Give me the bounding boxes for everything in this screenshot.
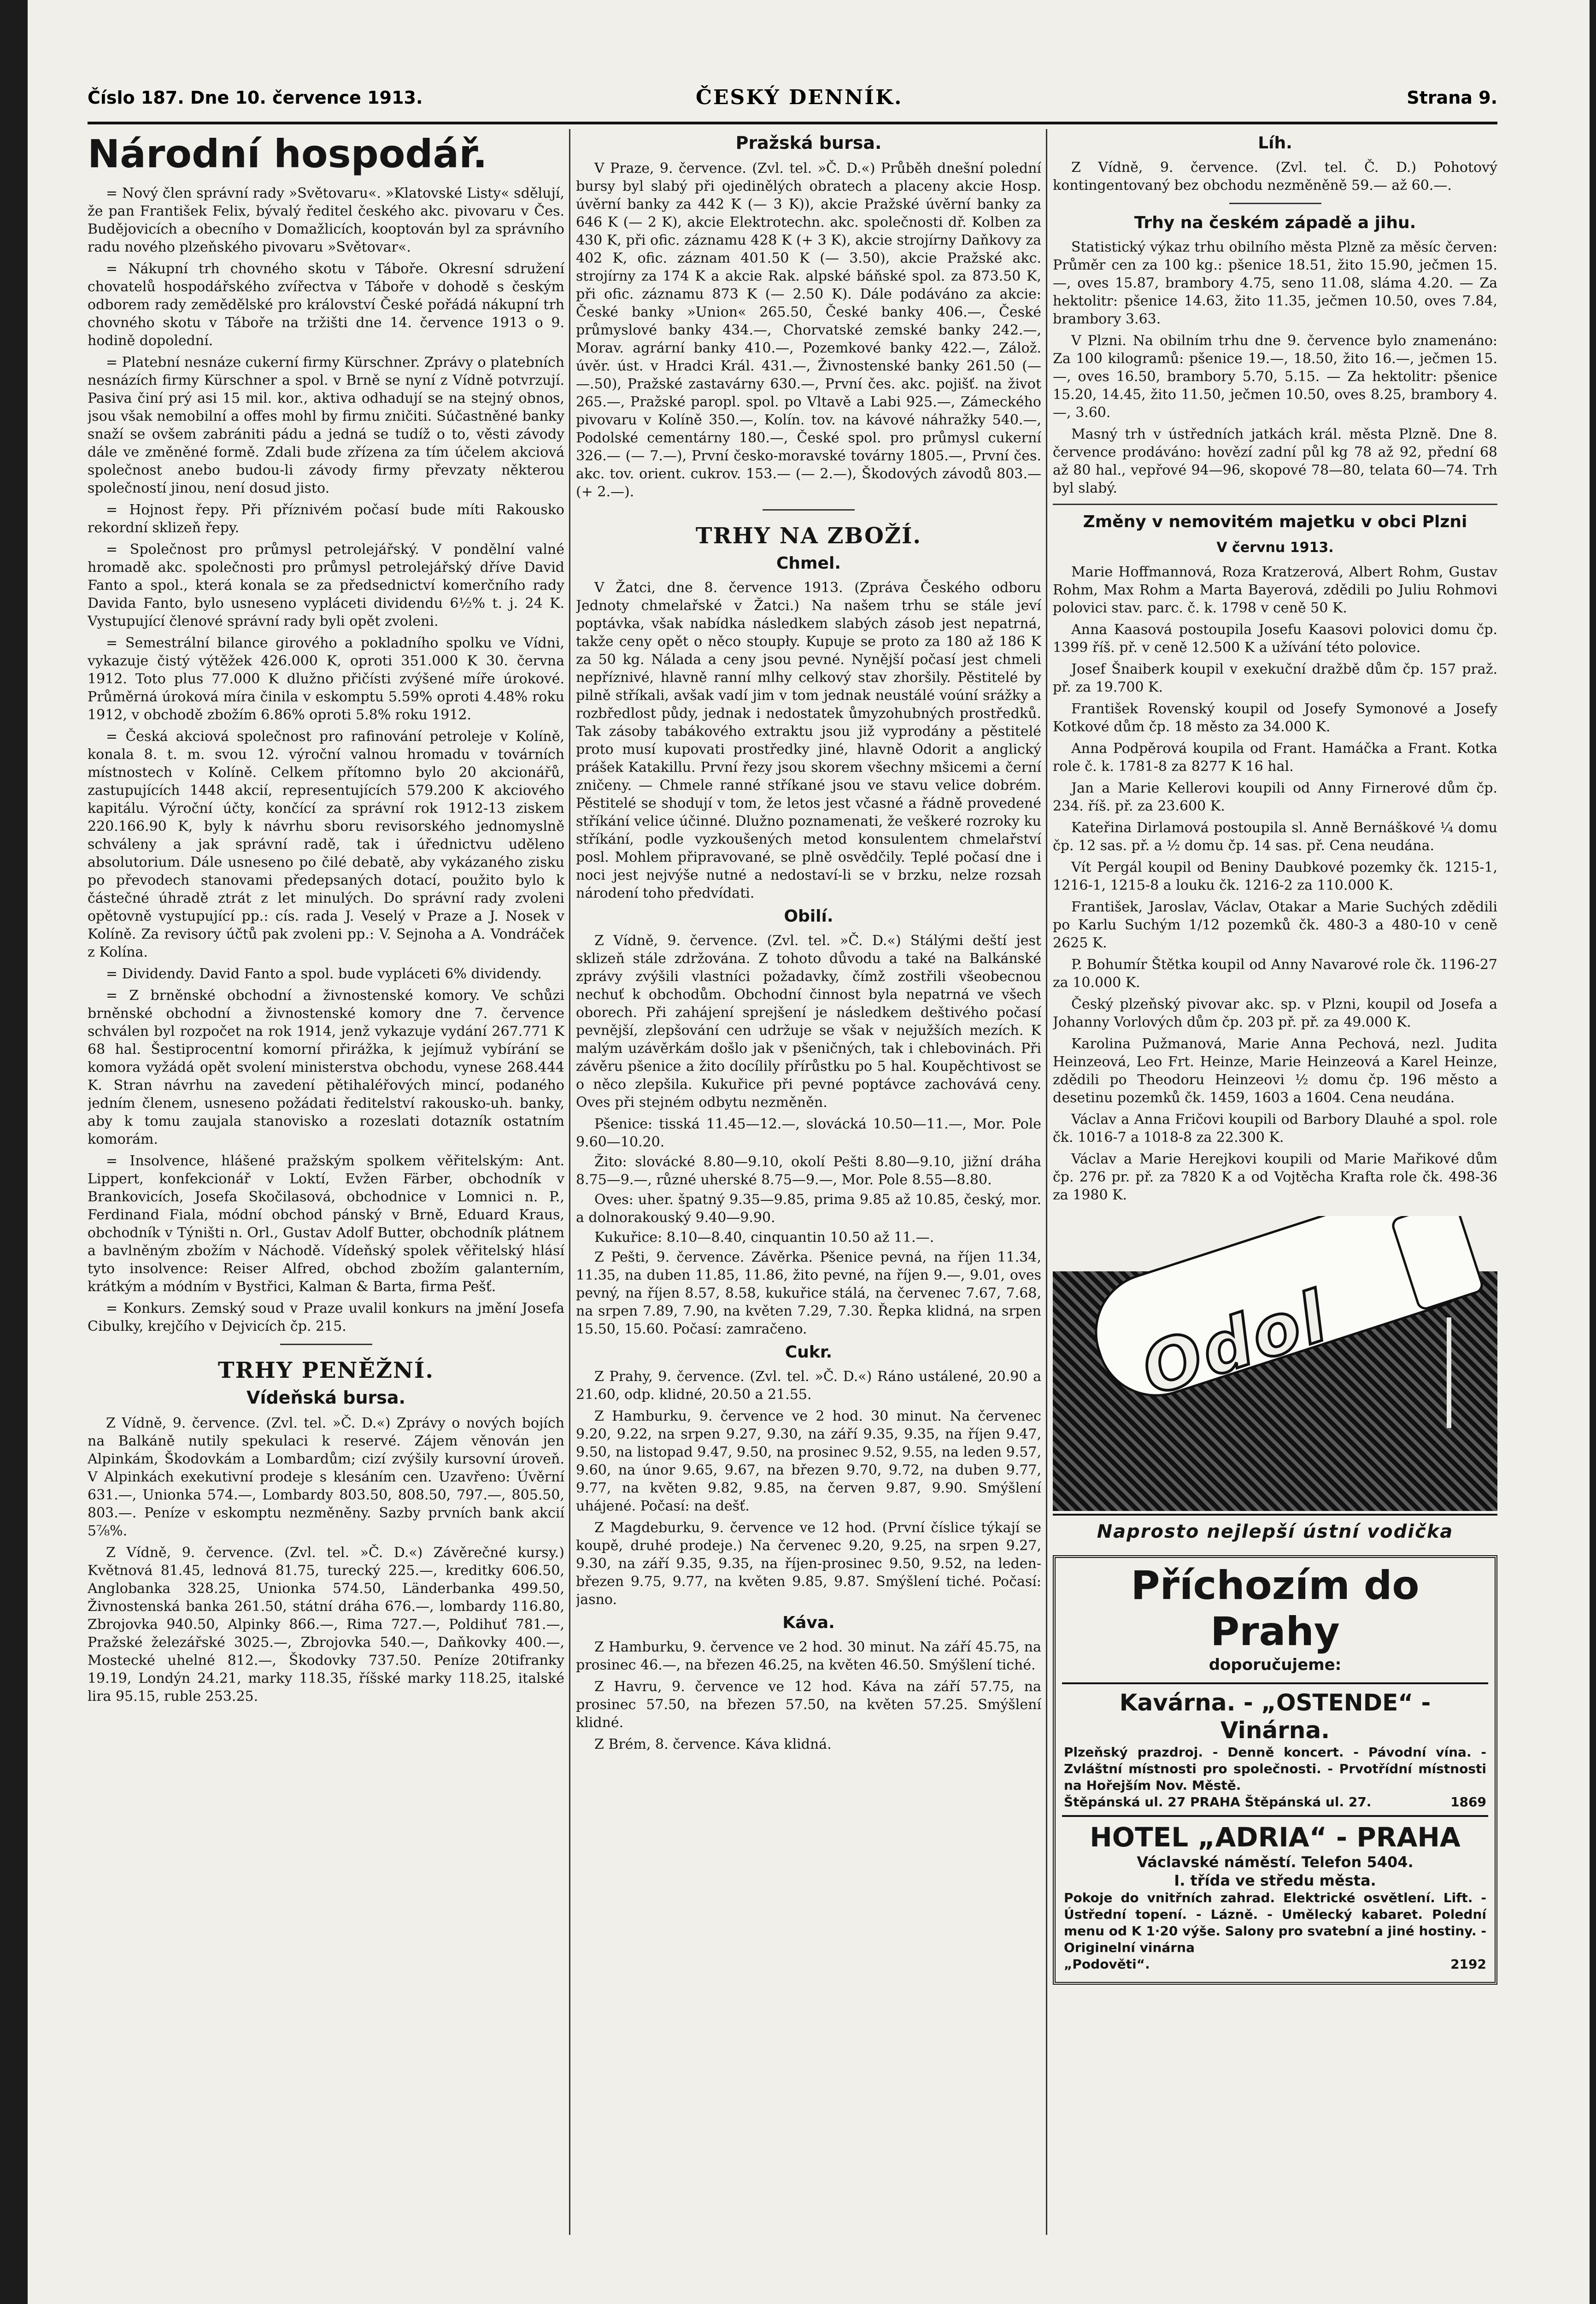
hotel-ad-number: 2192	[1450, 1957, 1486, 1972]
article: = Česká akciová společnost pro rafinování petroleje v Kolíně, konala 8. t. m. svou 12. výroční valnou hromadu v továrních místnostech v Kolíně. Celkem přítomno bylo 20 akcionářů, zastupujících 1448 akcií, representujících 579.200 K akciového kapitálu. Výroční účty, končící za správní rok 1912-13 ziskem 220.166.90 K, byly k návrhu sboru revisorského jednomyslně schváleny a jak správní radě, tak i úřednictvu uděleno absolutorium. Dále usneseno po čilé debatě, aby vykázaného zisku po převodech stanovami předepsaných dotací, použito bylo k částečné úhradě ztrát z let minulých. Do správní rady zvoleni opětovně vystupující pp.: cís. rada J. Veselý v Praze a J. Nosek v Kolíně. Za revisory účtů pak zvoleni pp.: V. Sejnoha a A. Vondráček z Kolína.	[88, 729, 564, 960]
article: Z Prahy, 9. července. (Zvl. tel. »Č. D.«) Ráno ustálené, 20.90 a 21.60, odp. klidné, 20.50 a 21.55.	[576, 1369, 1041, 1403]
newspaper-title: ČESKÝ DENNÍK.	[696, 86, 903, 109]
header-rule	[88, 122, 1497, 124]
list-item: Vít Pergál koupil od Beniny Daubkové pozemky čk. 1215-1, 1216-1, 1215-8 a louku čk. 1216-2 za 110.000 K.	[1053, 859, 1497, 893]
article: Z Hamburku, 9. července ve 2 hod. 30 minut. Na červenec 9.20, 9.22, na srpen 9.27, 9.30, na září 9.35, 9.35, na říjen 9.47, 9.50, na listopad 9.47, 9.50, na prosinec 9.52, 9.55, na leden 9.57, 9.60, na únor 9.65, 9.67, na březen 9.70, 9.72, na duben 9.77, 9.77, na květen 9.82, 9.85, na červen 9.87, 9.90. Smýšlení uhájené. Počasí: na dešť.	[576, 1408, 1041, 1514]
column-2	[576, 129, 1041, 2258]
article: Z Havru, 9. července ve 12 hod. Káva na září 57.75, na prosinec 57.50, na březen 57.50, na květen 57.25. Smýšlení klidné.	[576, 1679, 1041, 1731]
page-header	[88, 83, 1497, 120]
divider	[1053, 504, 1497, 505]
article: = Hojnost řepy. Při příznivém počasí bude míti Rakousko rekordní sklizeň řepy.	[88, 502, 564, 536]
hotel-adria-ad	[1062, 1815, 1488, 1977]
ad-title: Příchozím do Prahy	[1131, 1563, 1420, 1655]
article: = Nový člen správní rady »Světovaru«. »Klatovské Listy« sdělují, že pan František Felix, bývalý ředitel českého akc. pivovaru v Čes. Budějovicích a obecního v Domažlicích, kooptován byl za správního radu nového plzeňského pivovaru »Světovar«.	[88, 185, 564, 255]
section-heading: Změny v nemovitém majetku v obci Plzni	[1083, 512, 1467, 531]
article: = Dividendy. David Fanto a spol. bude vypláceti 6% dividendy.	[106, 966, 542, 982]
article: V Žatci, dne 8. července 1913. (Zpráva Českého odboru Jednoty chmelařské v Žatci.) Na našem trhu se stále jeví poptávka, však nabídka následkem slabých zásob jest nepatrná, takže ceny opět o něco stoupły. Kupuje se proto za 180 až 186 K za 50 kg. Nálada a ceny jsou pevné. Nynější počasí jest chmeli nepříznivé, hlavně ranní mlhy celkový stav zhoršily. Pěstitelé by pilně stříkali, avšak vadí jim v tom jednak neustálé voúní srážky a rozbředlost půdy, jednak i nedostatek ůmyzohubných prostředků. Tak zásoby tabákového extraktu jsou již vyprodány a pěstitelé proto musí kupovati prostředky jiné, hlavně Odorit a anglický prášek Katakillu. První řezy jsou skorem všechny mšicemi a černí zničeny. — Chmele ranné stříkané jsou ve stavu velice dobrém. Pěstitelé se shodují v tom, že letos jest včasné a řádně provedené stříkání velice účinné. Dlužno poznamenati, že veškeré rozroky ku stříkání, podle vyzkoušených metod konsulentem chmelařství posl. Mohlem připravované, se plně osvědčily. Teplé počasí dne i noci jest nejvýše nutné a nedostaví-li se v brzku, nelze rozsah národení toho předvídati.	[576, 580, 1041, 901]
list-item: Josef Šnaiberk koupil v exekuční dražbě dům čp. 157 praž. př. za 19.700 K.	[1053, 661, 1497, 695]
article: Z Vídně, 9. července. (Zvl. tel. »Č. D.«) Zprávy o nových bojích na Balkáně nutily spekulaci k reservé. Zájem věnován jen Alpinkám, Škodovkám a Lombardům; cizí zvýšily kursovní úroveň. V Alpinkách exekutivní prodeje s klesáním cen. Uzavřeno: Úvěrní 631.—, Unionka 574.—, Lombardy 803.50, 808.50, 797.—, 805.50, 803.—. Peníze v eskomptu nezměněny. Sazby prvních bank akcií 5⅞%.	[88, 1415, 564, 1539]
article: = Společnost pro průmysl petrolejářský. V pondělní valné hromadě akc. společnosti pro průmysl petrolejářský dříve David Fanto a spol., která konala se za předsednictví komerčního rady Davida Fanto, bylo usneseno vypláceti dividendu 6½% t. j. 24 K. Vystupující členové správní rady byli opět zvoleni.	[88, 541, 564, 629]
column-divider	[569, 129, 570, 2235]
article: = Insolvence, hlášené pražským spolkem věřitelským: Ant. Lippert, konfekcionář v Loktí, Evžen Färber, obchodník v Brankovicích, Josefa Skočilasová, obchodnice v Lomnici n. P., Ferdinand Fiala, módní obchod pánský v Brně, Eduard Kraus, obchodník v Týništi n. Orl., Gustav Adolf Butter, obchodník plátnem a bavlněným zbožím v Náchodě. Vídeňský spolek věřitelský hlásí tyto insolvence: Reiser Alfred, obchod zbožím galanterním, krátkým a módním v Bystřici, Kalman & Barta, firma Pešť.	[88, 1153, 564, 1295]
cafe-description: Plzeňský prazdroj. - Denně koncert. - Pávodní vína. - Zvláštní místnosti pro společnosti. - Prvotřídní místnosti na Hořejším Nov. Městě.	[1064, 1745, 1486, 1793]
article: = Platební nesnáze cukerní firmy Kürschner. Zprávy o platebních nesnázích firmy Kürschner a spol. v Brně se nyní z Vídně potvrzují. Pasiva činí prý asi 15 mil. kor., aktiva odhadují se na stejný obnos, jsou však nemobilní a offes mohl by firmu zničiti. Súčastněné banky snaží se ovšem zabrániti pádu a jedná se tudíž o to, věsti závody dále ve změněné formě. Zdali bude zřízena za tím účelem akciová společnost anebo budou-li závody firmy převzaty některou společností jinou, není dosud jisto.	[88, 354, 564, 496]
subsection-heading: V červnu 1913.	[1216, 540, 1334, 556]
subsection-heading: Káva.	[782, 1613, 835, 1632]
list-item: František, Jaroslav, Václav, Otakar a Marie Suchých zdědili po Karlu Suchým 1/12 pozemků čk. 480-3 a 480-10 v ceně 2625 K.	[1053, 899, 1497, 951]
ad-subtitle: doporučujeme:	[1209, 1656, 1342, 1674]
newspaper-page	[28, 0, 1590, 2304]
article: Z Hamburku, 9. července ve 2 hod. 30 minut. Na září 45.75, na prosinec 46.—, na březen 46.25, na květen 46.50. Smýšlení tiché.	[576, 1639, 1041, 1673]
cafe-address: Štěpánská ul. 27 PRAHA Štěpánská ul. 27.	[1064, 1794, 1372, 1810]
subsection-heading: Líh.	[1258, 134, 1292, 153]
odol-logo: Odol	[1132, 1276, 1339, 1411]
list-item: Karolina Pužmanová, Marie Anna Pechová, nezl. Judita Heinzeová, Leo Frt. Heinze, Marie Heinzeová a Karel Heinze, zdědili po Theodoru Heinzeovi ½ domu čp. 196 město a desetinu pozemků čk. 1459, 1603 a 1604. Cena neudána.	[1053, 1036, 1497, 1106]
subsection-heading: Chmel.	[776, 554, 841, 573]
cafe-name: Kavárna. - „OSTENDE“ - Vinárna.	[1119, 1689, 1431, 1744]
pouring-liquid	[1447, 1317, 1451, 1428]
subsection-heading: Pražská bursa.	[735, 133, 882, 153]
article: Statistický výkaz trhu obilního města Plzně za měsíc červen: Průměr cen za 100 kg.: pšenice 18.51, žito 15.90, ječmen 15.—, oves 15.87, brambory 4.75, seno 11.08, sláma 4.20. — Za hektolitr: pšenice 14.63, žito 11.35, ječmen 10.50, oves 7.84, brambory 3.63.	[1053, 239, 1497, 327]
list-item: Jan a Marie Kellerovi koupili od Anny Firnerové dům čp. 234. říš. př. za 23.600 K.	[1053, 780, 1497, 814]
article: Z Vídně, 9. července. (Zvl. tel. »Č. D.«) Závěrečné kursy.) Květnová 81.45, lednová 81.75, turecký 225.—, kreditky 606.50, Anglobanka 328.25, Unionka 574.50, Länderbanka 499.50, Živnostenská banka 261.50, státní dráha 676.—, lombardy 116.80, Zbrojovka 940.50, Alpinky 866.—, Rima 727.—, Poldihuť 781.—, Pražské železářské 3025.—, Zbrojovka 540.—, Daňkovky 400.—, Mostecké uhelné 812.—, Škodovky 737.50. Peníze 20tifranky 19.19, Londýn 24.21, marky 118.35, říšské marky 118.25, italské lira 95.15, ruble 253.25.	[88, 1545, 564, 1704]
page-number: Strana 9.	[1407, 88, 1497, 108]
divider	[1229, 203, 1321, 204]
price-line: Žito: slovácké 8.80—9.10, okolí Pešti 8.80—9.10, jižní dráha 8.75—9.—, různé uherské 8.75—9.—, Mor. Pole 8.55—8.80.	[576, 1154, 1041, 1188]
hotel-wine-bar: „Podověti“.	[1064, 1957, 1150, 1972]
article: = Konkurs. Zemský soud v Praze uvalil konkurs na jmění Josefa Cibulky, krejčího v Dejvicích čp. 215.	[88, 1300, 564, 1334]
list-item: Marie Hoffmannová, Roza Kratzerová, Albert Rohm, Gustav Rohm, Max Rohm a Marta Bayerová, zdědili po Juliu Rohmovi polovici stav. parc. č. k. 1798 v ceně 50 K.	[1053, 564, 1497, 616]
list-item: Kateřina Dirlamová postoupila sl. Anně Bernáškové ¼ domu čp. 12 sas. př. a ½ domu čp. 14 sas. př. Cena neudána.	[1053, 820, 1497, 854]
list-item: P. Bohumír Štětka koupil od Anny Navarové role čk. 1196-27 za 10.000 K.	[1053, 957, 1497, 991]
section-title: Národní hospodář.	[88, 131, 487, 176]
article: = Z brněnské obchodní a živnostenské komory. Ve schůzi brněnské obchodní a živnostenské komory dne 7. července schválen byl rozpočet na rok 1914, jenž vykazuje vydání 267.771 K 68 hal. Šestiprocentní komorní přirážka, k jejímuž vybírání se komora vyžádá opět svolení ministerstva obchodu, vynese 268.444 K. Stran návrhu na zavedení pětihaléřových mincí, podaného jedním členem, usneseno požádati ředitelství rakousko-uh. banky, aby k tomu zaujala stanovisko a rozeslati dotazník ostatním komorám.	[88, 987, 564, 1147]
subsection-heading: Obilí.	[784, 907, 833, 926]
article: Z Pešti, 9. července. Závěrka. Pšenice pevná, na říjen 11.34, 11.35, na duben 11.85, 11.86, žito pevné, na říjen 9.—, 9.01, oves pevný, na říjen 8.57, 8.58, kukuřice stálá, na červenec 7.67, 7.68, na srpen 7.89, 7.90, na květen 7.29, 7.30. Řepka klidná, na srpen 15.50, 15.60. Počasí: zamračeno.	[576, 1249, 1041, 1337]
cafe-ostende-ad	[1062, 1682, 1488, 1815]
section-heading: TRHY NA ZBOŽÍ.	[695, 523, 922, 549]
article: Z Vídně, 9. července. (Zvl. tel. »Č. D.«) Stálými deští jest sklizeň stále zdržována. Z tohoto důvodu a také na Balkánské zprávy zvýšili vlastníci požadavky, čímž zostřili všeobecnou nechuť k obchodům. Obchodní činnost byla nepatrná ve všech oborech. Při zahájení sprejšení je následkem deštivého počasí pevnější, zlepšování cen udržuje se však v nejužších mezích. K malým uzávěrkám došlo jak v pšeničných, tak i chlebovinách. Při závěru pšenice a žito docílily přírůstku po 5 hal. Koupěchtivost se o něco zlepšila. Kukuřice při pevné poptávce zachovává ceny. Oves při stejném odbytu nezměněn.	[576, 933, 1041, 1111]
price-line: Oves: uher. špatný 9.35—9.85, prima 9.85 až 10.85, český, mor. a dolnorakouský 9.40—9.90.	[576, 1192, 1041, 1226]
article: Z Brém, 8. července. Káva klidná.	[594, 1736, 832, 1752]
divider	[280, 1344, 372, 1345]
list-item: Václav a Anna Fričovi koupili od Barbory Dlauhé a spol. role čk. 1016-7 a 1018-8 za 22.300 K.	[1053, 1111, 1497, 1146]
column-divider	[1046, 129, 1047, 2235]
subsection-heading: Vídeňská bursa.	[246, 1387, 405, 1408]
article: = Semestrální bilance girového a pokladního spolku ve Vídni, vykazuje čistý výtěžek 426.000 K, oproti 351.000 K 30. června 1912. Toto plus 77.000 K dlužno přičísti zvýšené míře úrokové. Průměrná úroková míra činila v eskomptu 5.59% oproti 4.48% roku 1912, v obchodě zbožím 6.86% oproti 5.8% roku 1912.	[88, 635, 564, 723]
section-heading: Trhy na českém západě a jihu.	[1134, 213, 1416, 232]
odol-tagline: Naprosto nejlepší ústní vodička	[1053, 1514, 1497, 1548]
list-item: Anna Kaasová postoupila Josefu Kaasovi polovici domu čp. 1399 říš. př. v ceně 12.500 K a užívání této polovice.	[1053, 622, 1497, 656]
column-3	[1053, 129, 1497, 2258]
article: Z Magdeburku, 9. července ve 12 hod. (První číslice týkají se koupě, druhé prodeje.) Na červenec 9.20, 9.25, na srpen 9.27, 9.30, na září 9.35, 9.35, na říjen-prosinec 9.50, 9.52, na leden-březen 9.75, 9.77, na květen 9.85, 9.87. Smýšlení tiché. Počasí: jasno.	[576, 1520, 1041, 1608]
subsection-heading: Cukr.	[785, 1343, 833, 1362]
hotel-name: HOTEL „ADRIA“ - PRAHA	[1090, 1822, 1461, 1853]
article: V Plzni. Na obilním trhu dne 9. července bylo znamenáno: Za 100 kilogramů: pšenice 19.—, 18.50, žito 16.—, ječmen 15.—, oves 16.50, brambory 5.70, 5.15. — Za hektolitr: pšenice 15.20, 14.45, žito 11.50, ječmen 10.50, oves 8.25, brambory 4.—, 3.60.	[1053, 333, 1497, 421]
price-line: Pšenice: tisská 11.45—12.—, slovácká 10.50—11.—, Mor. Pole 9.60—10.20.	[576, 1116, 1041, 1150]
list-item: Český plzeňský pivovar akc. sp. v Plzni, koupil od Josefa a Johanny Vorlových dům čp. 203 př. př. za 49.000 K.	[1053, 996, 1497, 1030]
divider	[763, 509, 855, 511]
hotel-description: Pokoje do vnitřních zahrad. Elektrické osvětlení. Lift. - Ústřední topení. - Lázně. - Umělecký kabaret. Polední menu od K 1·20 výše. Salony pro svatební a jiné hostiny. - Originelní vinárna	[1064, 1890, 1486, 1955]
article: Masný trh v ústředních jatkách král. města Plzně. Dne 8. července prodáváno: hovězí zadní půl kg 78 až 92, přední 68 až 80 hal., vepřové 94—96, skopové 78—80, telata 60—74. Trh byl slabý.	[1053, 426, 1497, 496]
price-line: Kukuřice: 8.10—8.40, cinquantin 10.50 až 11.—.	[594, 1229, 934, 1246]
cafe-ad-number: 1869	[1450, 1794, 1486, 1810]
list-item: František Rovenský koupil od Josefy Symonové a Josefy Kotkové dům čp. 18 město za 34.000 K.	[1053, 701, 1497, 735]
hotel-address: Václavské náměstí. Telefon 5404.	[1137, 1853, 1414, 1871]
article: V Praze, 9. července. (Zvl. tel. »Č. D.«) Průběh dnešní polední bursy byl slabý při ojedinělých obratech a placeny akcie Hosp. úvěrní banky za 442 K (— 3 K)), akcie Pražské úvěrní banky za 646 K (— 2 K), akcie Elektrotechn. akc. společnosti dř. Kolben za 430 K, při ofic. záznamu 428 K (+ 3 K), akcie strojírny Daňkovy za 402 K, ofic. záznam 401.50 K (— 3.50), akcie Pražské akc. strojírny za 174 K a akcie Rak. alpské báňské spol. za 873.50 K, při ofic. záznamu 873 K (— 2.50 K). Dále podáváno za akcie: České banky »Union« 265.50, České banky 406.—, České průmyslové banky 434.—, Chorvatské zemské banky 242.—, Morav. agrární banky 410.—, Pozemkové banky 422.—, Zálož. úvěr. úst. v Hradci Král. 431.—, Živnostenské banky 261.50 (— —.50), Pražské zastavárny 630.—, První čes. akc. pojišť. na život 265.—, Pražské paropl. spol. po Vltavě a Labi 925.—, Zámeckého pivovaru v Kolíně 350.—, Kolín. tov. na kávové náhražky 540.—, Podolské cementárny 180.—, České spol. pro průmysl cukerní 326.— (— 7.—), První česko-moravské továrny 1805.—, První čes. akc. tov. orient. cukrov. 153.— (— 2.—), Škodových závodů 803.— (+ 2.—).	[576, 160, 1041, 500]
list-item: Anna Podpěrová koupila od Frant. Hamáčka a Frant. Kotka role č. k. 1781-8 za 8277 K 16 hal.	[1053, 741, 1497, 775]
list-item: Václav a Marie Herejkovi koupili od Marie Mařikové dům čp. 276 pr. př. za 7820 K a od Vojtěcha Krafta role čk. 498-36 za 1980 K.	[1053, 1151, 1497, 1203]
section-heading: TRHY PENĚŽNÍ.	[217, 1358, 434, 1383]
article: = Nákupní trh chovného skotu v Táboře. Okresní sdružení chovatelů hospodářského zvířectva v Táboře v dohodě s českým odborem rady zemědělské pro království České pořádá nákupní trh chovného skotu v Táboře na tržišti dne 14. července 1913 o 9. hodině dopolední.	[88, 261, 564, 349]
prague-advertisement	[1053, 1555, 1497, 1985]
odol-advertisement	[1053, 1216, 1497, 1548]
hotel-tagline: I. třída ve středu města.	[1174, 1872, 1376, 1889]
article: Z Vídně, 9. července. (Zvl. tel. Č. D.) Pohotový kontingentovaný bez obchodu nezměněně 59.— až 60.—.	[1053, 159, 1497, 194]
column-1	[88, 129, 564, 2258]
issue-date: Číslo 187. Dne 10. července 1913.	[88, 88, 423, 108]
